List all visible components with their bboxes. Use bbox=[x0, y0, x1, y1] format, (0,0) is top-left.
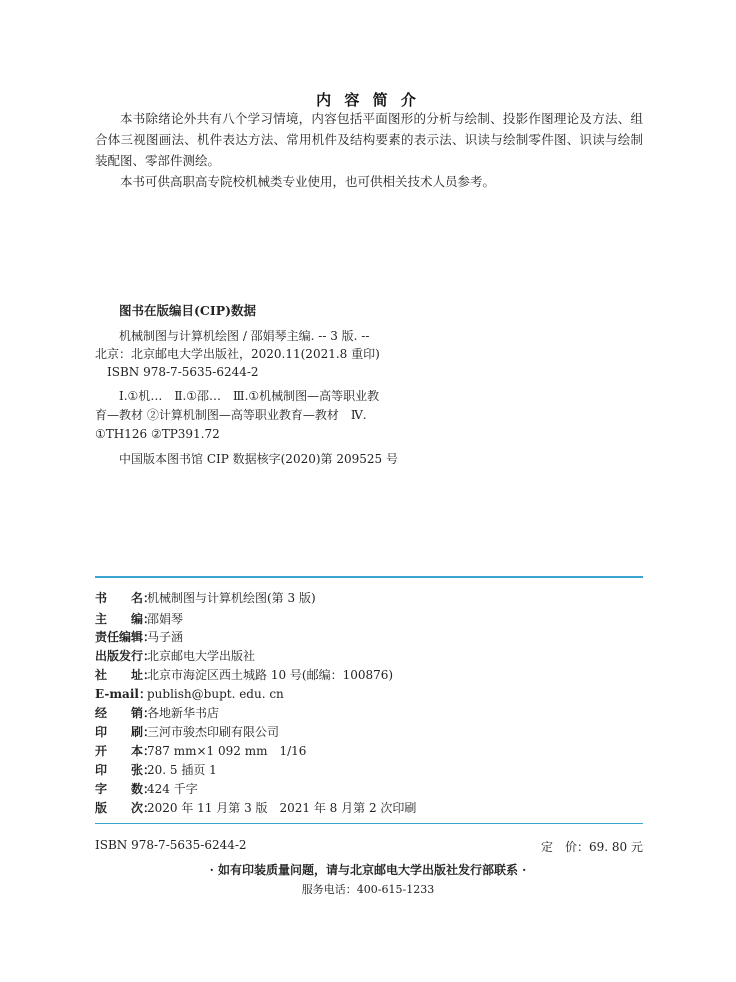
isbn: ISBN 978-7-5635-6244-2 bbox=[95, 838, 247, 852]
info-value: 各地新华书店 bbox=[147, 706, 220, 720]
cip-line: ISBN 978-7-5635-6244-2 bbox=[107, 365, 259, 379]
info-row-edition bbox=[95, 798, 416, 818]
cip-line: 中国版本图书馆 CIP 数据核字(2020)第 209525 号 bbox=[119, 452, 398, 466]
info-label: 经 销： bbox=[95, 706, 156, 720]
info-value: 20. 5 插页 1 bbox=[147, 763, 217, 777]
cip-line: 育—教材 ②计算机制图—高等职业教育—教材 Ⅳ. bbox=[95, 408, 367, 422]
info-value: 三河市骏杰印刷有限公司 bbox=[147, 725, 280, 739]
cip-heading: 图书在版编目(CIP)数据 bbox=[119, 303, 257, 318]
info-label: E-mail： bbox=[95, 687, 151, 701]
info-row-publisher bbox=[95, 646, 255, 666]
summary-title: 内 容 简 介 bbox=[316, 91, 420, 109]
cip-line: Ⅰ.①机… Ⅱ.①邵… Ⅲ.①机械制图—高等职业教 bbox=[119, 389, 380, 403]
info-row-distributor bbox=[95, 703, 219, 723]
info-label: 主 编： bbox=[95, 612, 156, 626]
info-label: 书 名： bbox=[95, 591, 156, 605]
info-value: 马子涵 bbox=[147, 630, 184, 644]
info-row-title bbox=[95, 588, 316, 608]
info-value: 邵娟琴 bbox=[147, 612, 184, 626]
info-value: 北京市海淀区西土城路 10 号(邮编：100876) bbox=[147, 668, 394, 682]
info-value: 2020 年 11 月第 3 版 2021 年 8 月第 2 次印刷 bbox=[147, 801, 417, 815]
info-label: 社 址： bbox=[95, 668, 156, 682]
info-label: 版 次： bbox=[95, 801, 156, 815]
info-row-word-count bbox=[95, 779, 198, 799]
info-label: 出版发行： bbox=[95, 649, 156, 663]
summary-paragraph: 本书除绪论外共有八个学习情境，内容包括平面图形的分析与绘制、投影作图理论及方法、组合体三视图画法、机件表达方法、常用机件及结构要素的表示法、识读与绘制零件图、识读与绘制装配图、零部件测绘。 bbox=[95, 111, 643, 168]
info-row-editor bbox=[95, 609, 183, 629]
cip-line: 机械制图与计算机绘图 / 邵娟琴主编. -- 3 版. -- bbox=[119, 329, 370, 343]
service-phone: 服务电话：400-615-1233 bbox=[301, 883, 435, 896]
info-label: 责任编辑： bbox=[95, 630, 156, 644]
info-value: 北京邮电大学出版社 bbox=[147, 649, 256, 663]
info-label: 印 张： bbox=[95, 763, 156, 777]
info-value: 机械制图与计算机绘图(第 3 版) bbox=[147, 591, 316, 605]
info-row-format bbox=[95, 741, 306, 761]
info-row-printer bbox=[95, 722, 279, 742]
info-label: 字 数： bbox=[95, 782, 156, 796]
info-row-responsible-editor bbox=[95, 627, 183, 647]
divider bbox=[95, 576, 643, 578]
price: 定 价：69. 80 元 bbox=[541, 840, 643, 854]
summary-paragraph: 本书可供高职高专院校机械类专业使用，也可供相关技术人员参考。 bbox=[120, 174, 496, 189]
cip-line: ①TH126 ②TP391.72 bbox=[95, 427, 220, 441]
cip-line: 北京：北京邮电大学出版社，2020.11(2021.8 重印) bbox=[95, 347, 380, 361]
divider bbox=[95, 823, 643, 824]
info-label: 印 刷： bbox=[95, 725, 156, 739]
info-value: 787 mm×1 092 mm 1/16 bbox=[147, 744, 307, 758]
info-value: 424 千字 bbox=[147, 782, 198, 796]
quality-notice: · 如有印装质量问题，请与北京邮电大学出版社发行部联系 · bbox=[209, 863, 527, 877]
info-label: 开 本： bbox=[95, 744, 156, 758]
info-row-address bbox=[95, 665, 393, 685]
info-row-email bbox=[95, 684, 284, 704]
info-row-sheets bbox=[95, 760, 217, 780]
info-value: publish@bupt. edu. cn bbox=[147, 687, 284, 701]
